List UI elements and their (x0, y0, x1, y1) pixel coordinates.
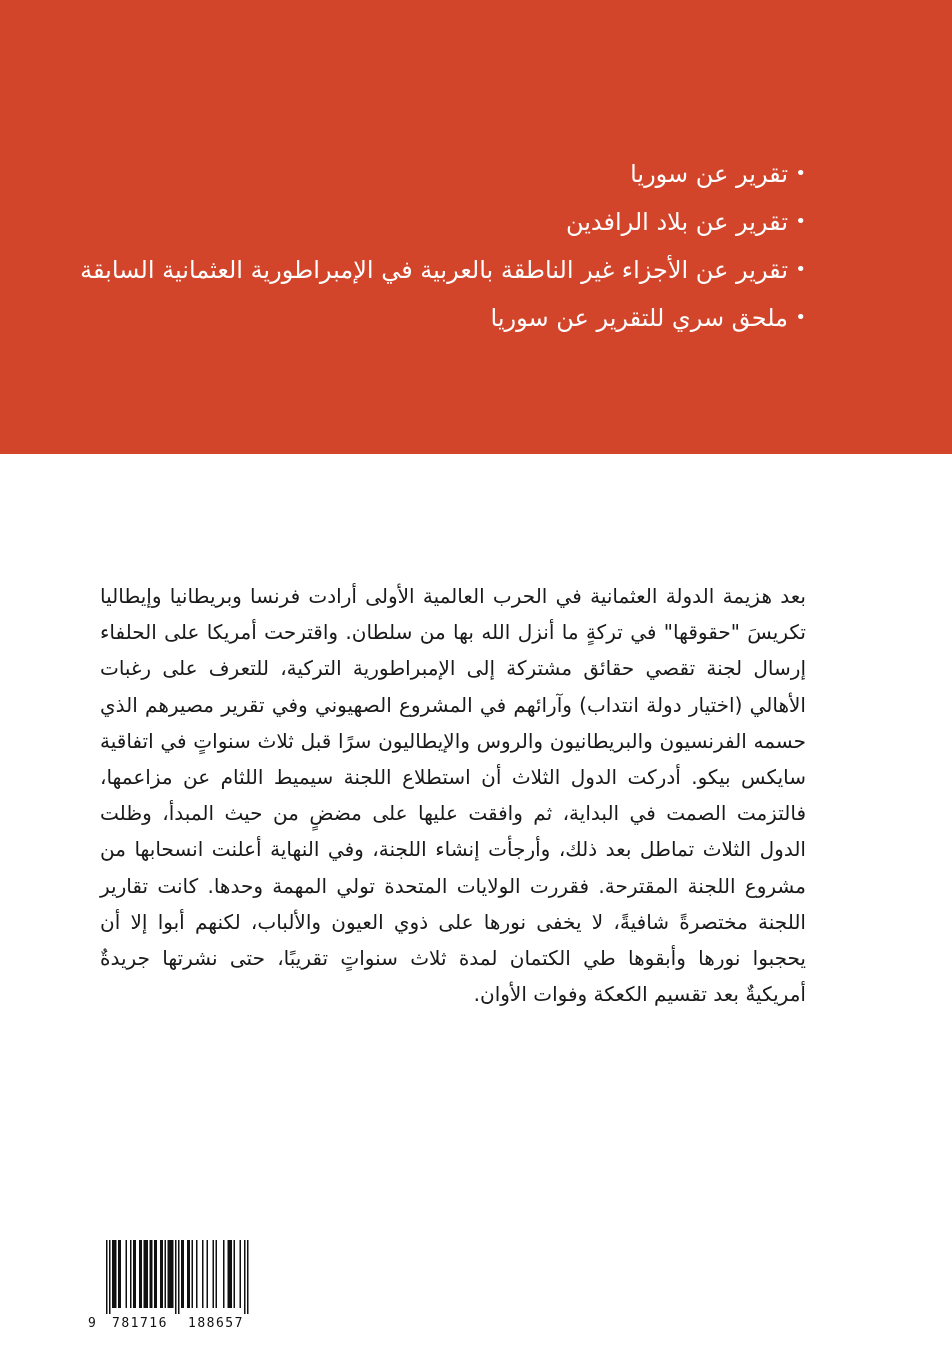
barcode-bar (118, 1240, 120, 1308)
barcode-bar (120, 1240, 122, 1308)
contents-list-item: • ملحق سري للتقرير عن سوريا (46, 294, 806, 342)
barcode-bar (231, 1240, 233, 1308)
barcode-bar (112, 1240, 114, 1308)
barcode-bar (150, 1240, 152, 1308)
barcode-bar (196, 1240, 198, 1308)
barcode-bar (234, 1240, 236, 1308)
barcode-bar (175, 1240, 177, 1314)
barcode-bar (183, 1240, 185, 1308)
barcode-bar (141, 1240, 143, 1308)
barcode-bar (172, 1240, 174, 1308)
barcode-bars (96, 1240, 256, 1314)
barcode-bar (189, 1240, 191, 1308)
barcode-bar (154, 1240, 156, 1308)
barcode-bar (114, 1240, 116, 1308)
barcode-bar (171, 1240, 173, 1308)
barcode-bar (213, 1240, 215, 1308)
barcode-bar (247, 1240, 249, 1314)
contents-list-item: • تقرير عن بلاد الرافدين (46, 198, 806, 246)
barcode-bar (223, 1240, 225, 1308)
barcode-bar (130, 1240, 132, 1308)
barcode-left-group: 781716 (112, 1316, 168, 1331)
barcode-bar (160, 1240, 162, 1308)
contents-list (46, 150, 806, 342)
barcode-bar (228, 1240, 230, 1308)
barcode-bar (126, 1240, 128, 1308)
barcode-bar (165, 1240, 167, 1308)
barcode-bar (216, 1240, 218, 1308)
barcode-bar (133, 1240, 135, 1308)
barcode-bar (181, 1240, 183, 1308)
barcode-bar (244, 1240, 246, 1314)
barcode-bar (178, 1240, 180, 1314)
barcode-bar (156, 1240, 158, 1308)
barcode-bar (135, 1240, 137, 1308)
back-cover-blurb: بعد هزيمة الدولة العثمانية في الحرب العالمية الأولى أرادت فرنسا وبريطانيا وإيطاليا تكريسَ "حقوقها" في تركةٍ ما أنزل الله بها من سلطان. واقترحت أمريكا على الحلفاء إرسال لجنة تقصي حقائق مشتركة إلى الإمبراطورية التركية، للتعرف على رغبات الأهالي (اختيار دولة انتداب) وآرائهم في المشروع الصهيوني وفي تقرير مصيرهم الذي حسمه الفرنسيون والبريطانيون والروس والإيطاليون سرًا قبل ثلاث سنواتٍ في اتفاقية سايكس بيكو. أدركت الدول الثلاث أن استطلاع اللجنة سيميط اللثام عن مزاعمها، فالتزمت الصمت في البداية، ثم وافقت عليها على مضضٍ من حيث المبدأ، وظلت الدول الثلاث تماطل بعد ذلك، وأرجأت إنشاء اللجنة، وفي النهاية أعلنت انسحابها من مشروع اللجنة المقترحة. فقررت الولايات المتحدة تولي المهمة وحدها. كانت تقارير اللجنة مختصرةً شافيةً، لا يخفى نورها على ذوي العيون والألباب، لكنهم أبوا إلا أن يحجبوا نورها وأبقوها طي الكتمان لمدة ثلاث سنواتٍ تقريبًا، حتى نشرتها جريدةٌ أمريكيةٌ بعد تقسيم الكعكة وفوات الأوان. (100, 584, 806, 1007)
barcode-bar (139, 1240, 141, 1308)
barcode-bar (240, 1240, 242, 1308)
barcode-digits (88, 1314, 264, 1334)
barcode-bar (187, 1240, 189, 1308)
barcode-bar (168, 1240, 170, 1308)
barcode-bar (151, 1240, 153, 1308)
barcode-bar (145, 1240, 147, 1308)
barcode-bar (162, 1240, 164, 1308)
barcode-bar (229, 1240, 231, 1308)
barcode-bar (192, 1240, 194, 1308)
barcode-bar (115, 1240, 117, 1308)
contents-list-item: • تقرير عن الأجزاء غير الناطقة بالعربية في الإمبراطورية العثمانية السابقة (46, 246, 806, 294)
barcode-bar (109, 1240, 111, 1314)
barcode-right-group: 188657 (188, 1316, 244, 1331)
barcode-bar (169, 1240, 171, 1308)
barcode-bar (147, 1240, 149, 1308)
isbn-barcode (88, 1232, 264, 1352)
barcode-bar (202, 1240, 204, 1308)
barcode-bar (207, 1240, 209, 1308)
barcode-bar (144, 1240, 146, 1308)
contents-list-item: • تقرير عن سوريا (46, 150, 806, 198)
barcode-lead-digit: 9 (88, 1316, 96, 1331)
barcode-bar (106, 1240, 108, 1314)
